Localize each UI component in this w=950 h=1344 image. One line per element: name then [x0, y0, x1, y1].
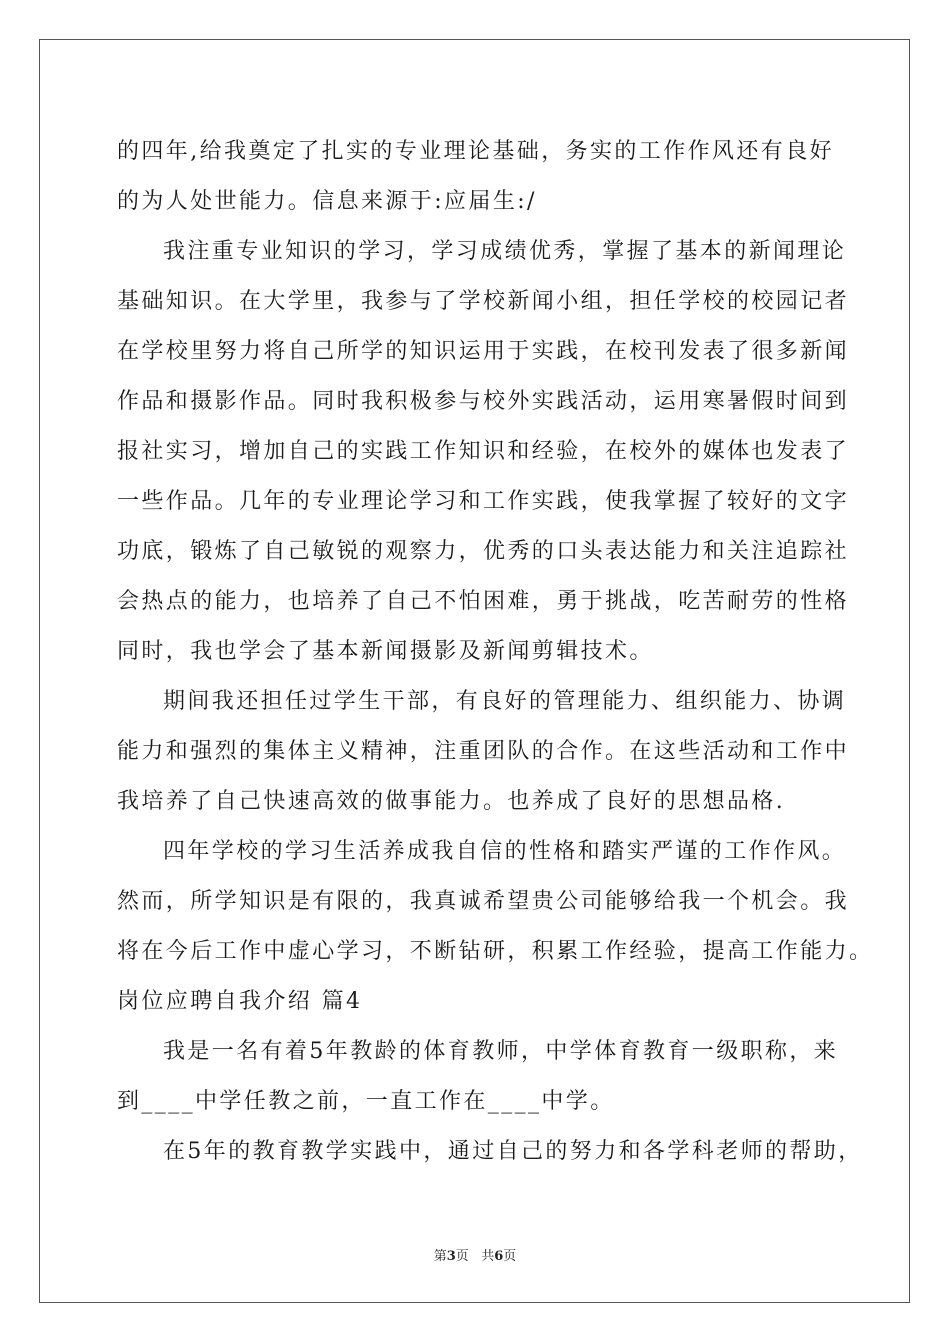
text-line: 在学校里努力将自己所学的知识运用于实践，在校刊发表了很多新闻 — [117, 339, 850, 364]
section-heading: 岗位应聘自我介绍 篇4 — [117, 989, 363, 1014]
text-line: 作品和摄影作品。同时我积极参与校外实践活动，运用寒暑假时间到 — [117, 389, 850, 414]
text-line: 将在今后工作中虚心学习，不断钻研，积累工作经验，提高工作能力。 — [117, 939, 874, 964]
text-line: 同时，我也学会了基本新闻摄影及新闻剪辑技术。 — [117, 639, 654, 664]
text-line: 功底，锻炼了自己敏锐的观察力，优秀的口头表达能力和关注追踪社 — [117, 539, 850, 564]
text-line: 到____中学任教之前，一直工作在____中学。 — [117, 1089, 615, 1114]
text-line: 我培养了自己快速高效的做事能力。也养成了良好的思想品格. — [117, 789, 786, 814]
text-line: 会热点的能力，也培养了自己不怕困难，勇于挑战，吃苦耐劳的性格 — [117, 589, 850, 614]
text-line: 能力和强烈的集体主义精神，注重团队的合作。在这些活动和工作中 — [117, 739, 850, 764]
paragraph-start-line: 期间我还担任过学生干部，有良好的管理能力、组织能力、协调 — [163, 689, 847, 714]
text-line: 的为人处世能力。信息来源于:应届生:/ — [117, 189, 537, 214]
paragraph-start-line: 我是一名有着5年教龄的体育教师，中学体育教育一级职称，来 — [163, 1039, 839, 1064]
current-page-number: 3 — [446, 1249, 456, 1264]
paragraph-start-line: 四年学校的学习生活养成我自信的性格和踏实严谨的工作作风。 — [163, 839, 847, 864]
page-suffix: 页 — [503, 1249, 517, 1264]
text-line: 的四年,给我奠定了扎实的专业理论基础，务实的工作作风还有良好 — [117, 139, 834, 164]
document-body — [117, 127, 874, 1177]
text-line: 然而，所学知识是有限的，我真诚希望贵公司能够给我一个机会。我 — [117, 889, 850, 914]
text-line: 基础知识。在大学里，我参与了学校新闻小组，担任学校的校园记者 — [117, 289, 850, 314]
text-line: 一些作品。几年的专业理论学习和工作实践，使我掌握了较好的文字 — [117, 489, 850, 514]
paragraph-start-line: 在5年的教育教学实践中，通过自己的努力和各学科老师的帮助， — [163, 1139, 863, 1164]
paragraph-start-line: 我注重专业知识的学习，学习成绩优秀，掌握了基本的新闻理论 — [163, 239, 847, 264]
page-mid: 页 共 — [455, 1249, 495, 1264]
page-prefix: 第 — [433, 1249, 447, 1264]
total-page-number: 6 — [494, 1249, 504, 1264]
page-number-footer — [0, 1245, 950, 1264]
text-line: 报社实习，增加自己的实践工作知识和经验，在校外的媒体也发表了 — [117, 439, 850, 464]
